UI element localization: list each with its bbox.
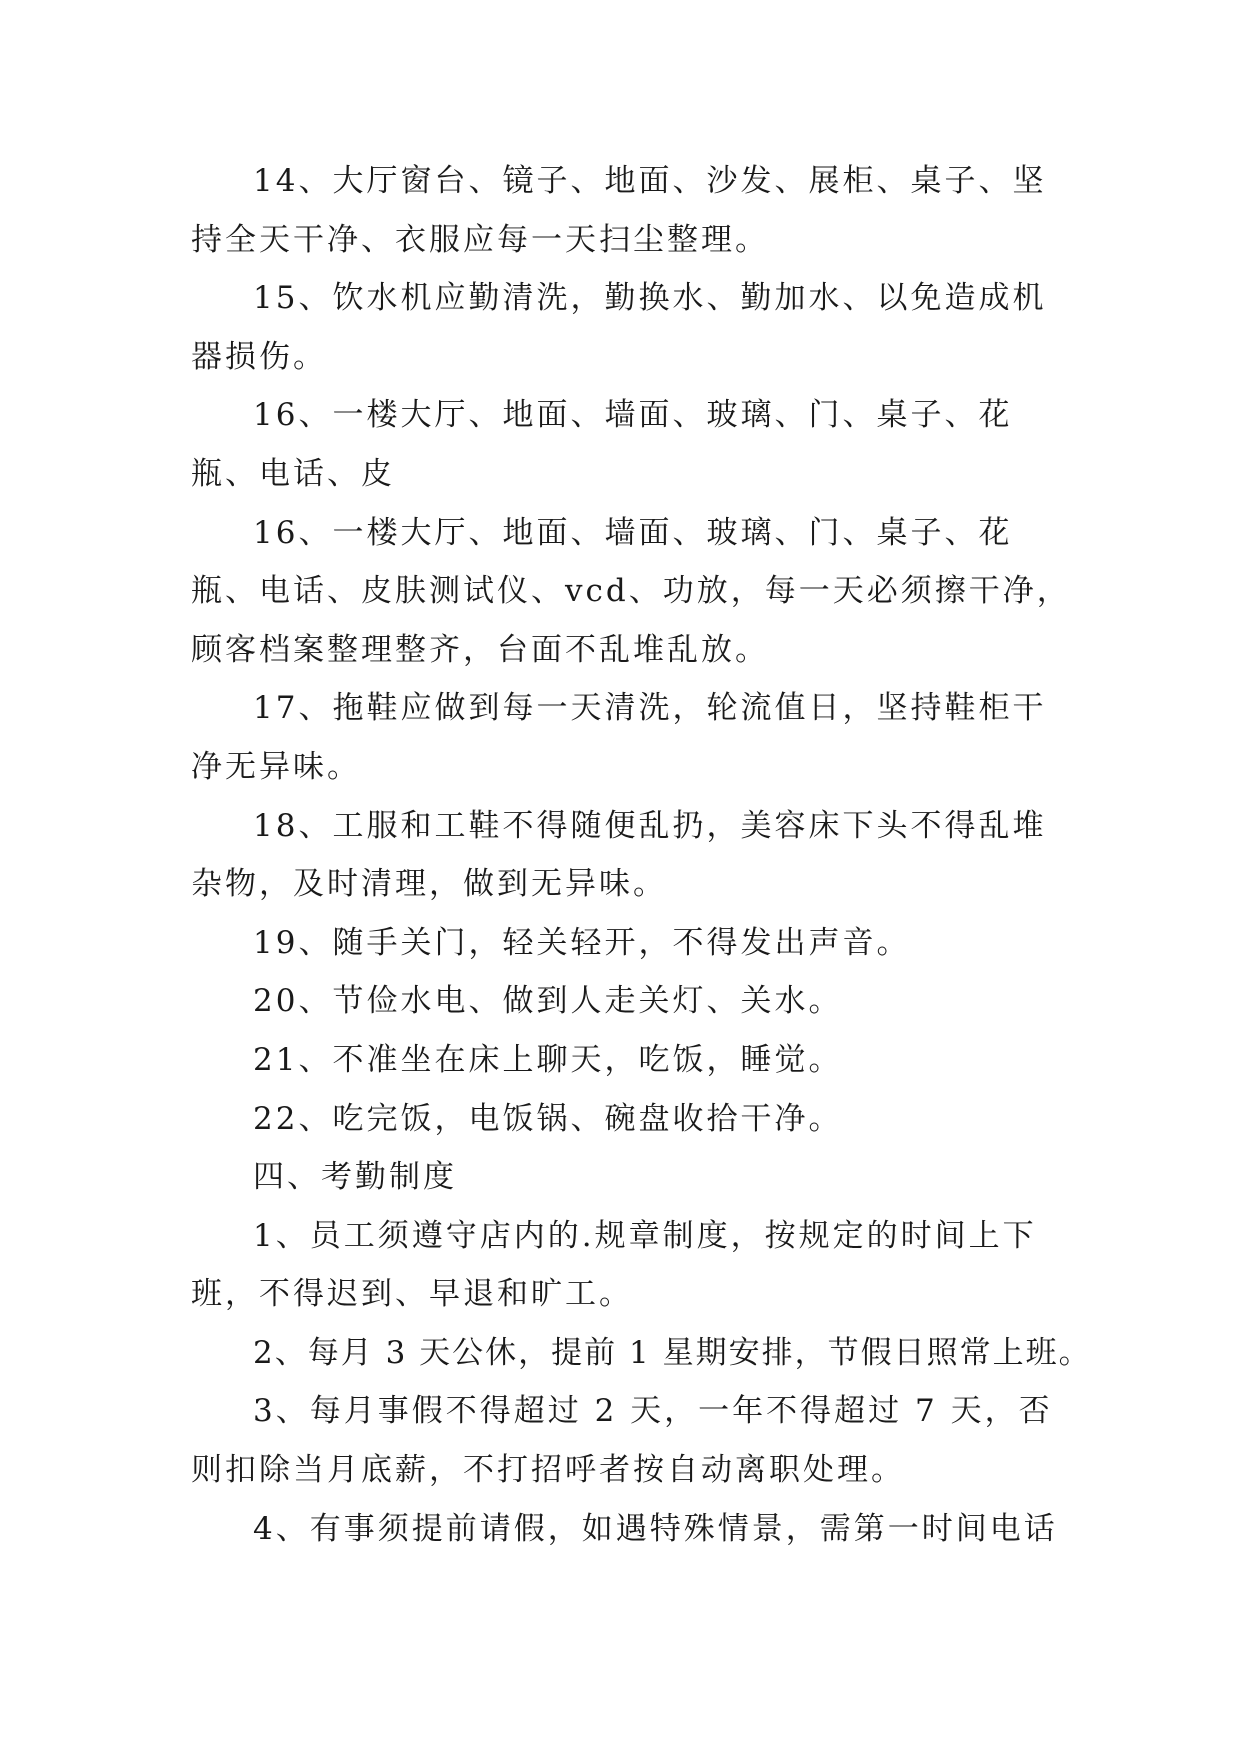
section-heading-attendance: 四、考勤制度 xyxy=(253,1159,457,1196)
attendance-item-2: 2、每月 3 天公休，提前 1 星期安排，节假日照常上班。 xyxy=(253,1334,1092,1371)
attendance-item-1: 1、员工须遵守店内的.规章制度，按规定的时间上下班，不得迟到、早退和旷工。 xyxy=(191,1217,1037,1313)
paragraph-item-22: 22、吃完饭，电饭锅、碗盘收拾干净。 xyxy=(253,1100,843,1137)
attendance-item-4: 4、有事须提前请假，如遇特殊情景，需第一时间电话 xyxy=(253,1510,1058,1547)
paragraph-item-21: 21、不准坐在床上聊天，吃饭，睡觉。 xyxy=(253,1041,843,1078)
paragraph-item-15: 15、饮水机应勤清洗，勤换水、勤加水、以免造成机器损伤。 xyxy=(191,280,1047,375)
attendance-item-3: 3、每月事假不得超过 2 天，一年不得超过 7 天，否则扣除当月底薪，不打招呼者按自动离职处理。 xyxy=(191,1393,1053,1489)
paragraph-item-19: 19、随手关门，轻关轻开，不得发出声音。 xyxy=(253,924,911,961)
paragraph-item-18: 18、工服和工鞋不得随便乱扔，美容床下头不得乱堆杂物，及时清理，做到无异味。 xyxy=(191,807,1047,903)
paragraph-item-20: 20、节俭水电、做到人走关灯、关水。 xyxy=(253,983,843,1020)
paragraph-item-17: 17、拖鞋应做到每一天清洗，轮流值日，坚持鞋柜干净无异味。 xyxy=(191,690,1047,785)
paragraph-item-16: 16、一楼大厅、地面、墙面、玻璃、门、桌子、花瓶、电话、皮肤测试仪、vcd、功放，每一天必须擦干净，顾客档案整理整齐，台面不乱堆乱放。 xyxy=(191,514,1071,668)
document-body xyxy=(191,152,1092,1558)
paragraph-item-14: 14、大厅窗台、镜子、地面、沙发、展柜、桌子、坚持全天干净、衣服应每一天扫尘整理。 xyxy=(191,163,1047,258)
paragraph-item-16-truncated: 16、一楼大厅、地面、墙面、玻璃、门、桌子、花瓶、电话、皮 xyxy=(191,397,1013,492)
